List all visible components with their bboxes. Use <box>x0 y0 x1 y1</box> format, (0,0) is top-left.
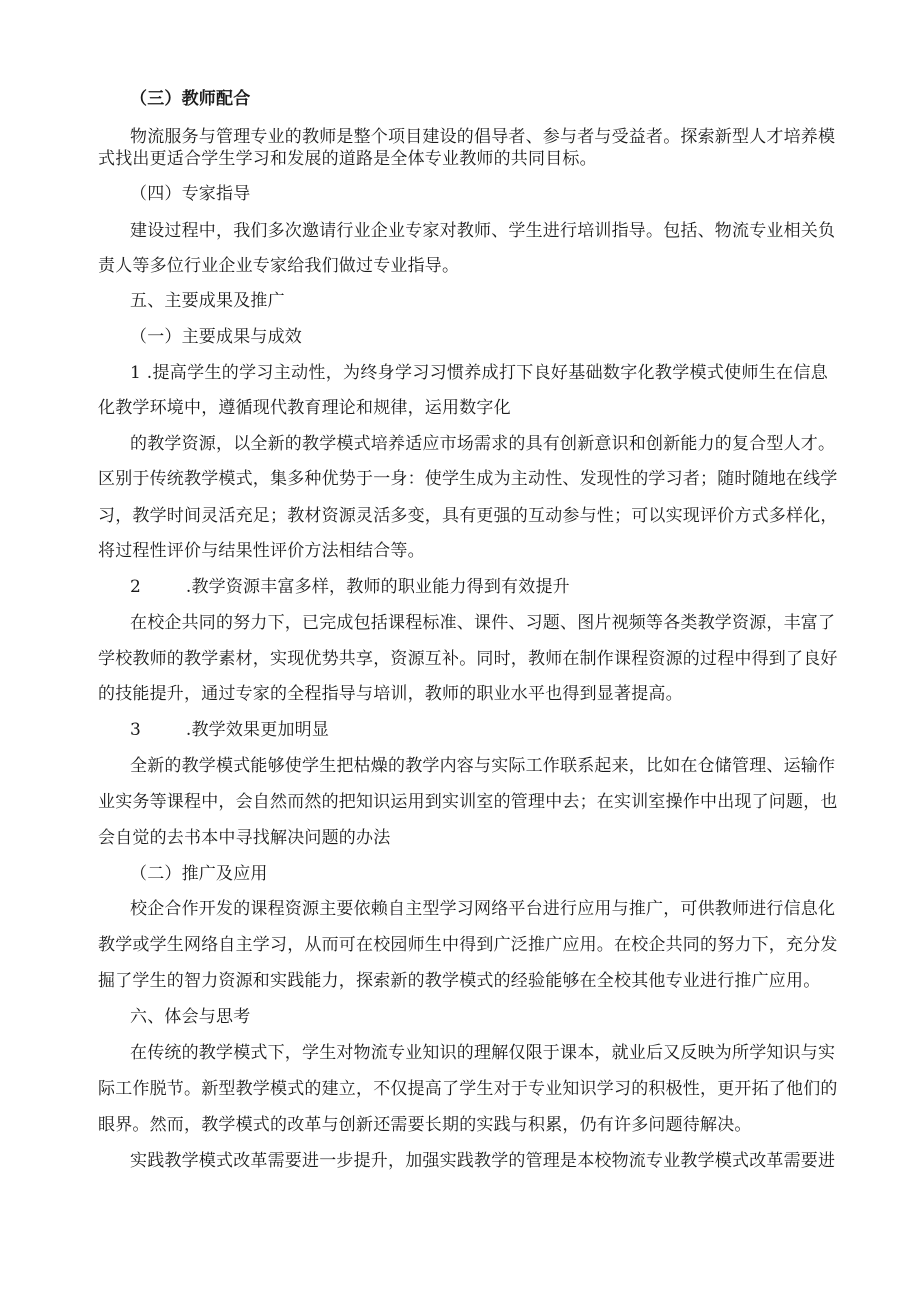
section-heading-reflection: 六、体会与思考 <box>130 1007 251 1027</box>
paragraph-line: 建设过程中，我们多次邀请行业企业专家对教师、学生进行培训指导。包括、物流专业相关负 <box>130 221 836 241</box>
heading-promotion: （二）推广及应用 <box>130 864 268 884</box>
paragraph-line: 眼界。然而，教学模式的改革与创新还需要长期的实践与积累，仍有许多问题待解决。 <box>98 1115 752 1135</box>
paragraph-line: 式找出更适合学生学习和发展的道路是全体专业教师的共同目标。 <box>98 149 597 169</box>
list-item-2-heading: 2 .教学资源丰富多样，教师的职业能力得到有效提升 <box>130 577 570 597</box>
list-item-1-line: 1 .提高学生的学习主动性，为终身学习习惯养成打下良好基础数字化教学模式使师生在信息 <box>130 363 828 383</box>
paragraph-line: 习，教学时间灵活充足；教材资源灵活多变，具有更强的互动参与性；可以实现评价方式多样化， <box>98 506 838 526</box>
paragraph-line: 校企合作开发的课程资源主要依赖自主型学习网络平台进行应用与推广，可供教师进行信息化 <box>130 899 836 919</box>
paragraph-line: 在传统的教学模式下，学生对物流专业知识的理解仅限于课本，就业后又反映为所学知识与实 <box>130 1043 836 1063</box>
paragraph-line: 教学或学生网络自主学习，从而可在校园师生中得到广泛推广应用。在校企共同的努力下，充分发 <box>98 935 838 955</box>
list-item-3-heading: 3 .教学效果更加明显 <box>130 720 330 740</box>
heading-main-achievements: （一）主要成果与成效 <box>130 327 302 347</box>
paragraph-line: 在校企共同的努力下，已完成包括课程标准、课件、习题、图片视频等各类教学资源，丰富了 <box>130 613 836 633</box>
paragraph-line: 的技能提升，通过专家的全程指导与培训，教师的职业水平也得到显著提高。 <box>98 684 683 704</box>
paragraph-line: 化教学环境中，遵循现代教育理论和规律，运用数字化 <box>98 398 511 418</box>
paragraph-line: 业实务等课程中，会自然而然的把知识运用到实训室的管理中去；在实训室操作中出现了问题，也 <box>98 792 838 812</box>
heading-expert-guidance: （四）专家指导 <box>130 184 251 204</box>
paragraph-line: 学校教师的教学素材，实现优势共享，资源互补。同时，教师在制作课程资源的过程中得到了良好 <box>98 649 838 669</box>
heading-teacher-cooperation: （三）教师配合 <box>130 89 251 109</box>
paragraph-line: 际工作脱节。新型教学模式的建立，不仅提高了学生对于专业知识学习的积极性，更开拓了他们的 <box>98 1079 838 1099</box>
section-heading-achievements: 五、主要成果及推广 <box>130 291 285 311</box>
paragraph-line: 责人等多位行业企业专家给我们做过专业指导。 <box>98 256 460 276</box>
paragraph-line: 物流服务与管理专业的教师是整个项目建设的倡导者、参与者与受益者。探索新型人才培养模 <box>130 127 836 147</box>
paragraph-line: 的教学资源，以全新的教学模式培养适应市场需求的具有创新意识和创新能力的复合型人才。 <box>130 434 836 454</box>
paragraph-line: 将过程性评价与结果性评价方法相结合等。 <box>98 541 425 561</box>
paragraph-line: 掘了学生的智力资源和实践能力，探索新的教学模式的经验能够在全校其他专业进行推广应用。 <box>98 971 821 991</box>
paragraph-line: 实践教学模式改革需要进一步提升，加强实践教学的管理是本校物流专业教学模式改革需要进 <box>130 1151 836 1171</box>
paragraph-line: 区别于传统教学模式，集多种优势于一身：使学生成为主动性、发现性的学习者；随时随地在线学 <box>98 469 838 489</box>
paragraph-line: 全新的教学模式能够使学生把枯燥的教学内容与实际工作联系起来，比如在仓储管理、运输作 <box>130 756 836 776</box>
paragraph-line: 会自觉的去书本中寻找解决问题的办法 <box>98 828 391 848</box>
